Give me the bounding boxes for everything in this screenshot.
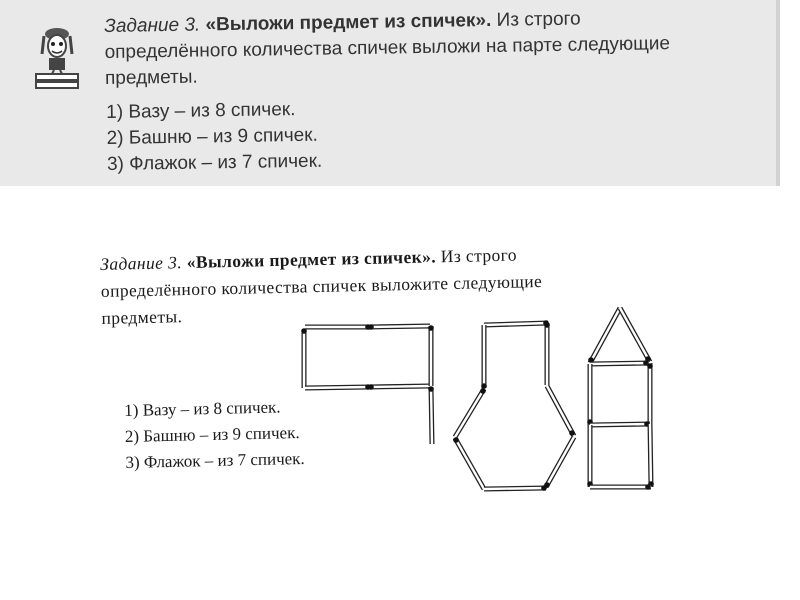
match-head: [428, 325, 434, 331]
match-head: [480, 388, 486, 394]
top-task-line3: предметы.: [104, 66, 198, 89]
match-head: [541, 485, 547, 491]
match-head: [428, 386, 434, 392]
top-task-label: Задание 3.: [104, 14, 201, 37]
bottom-task-line2: определённого количества спичек выложите следующие: [100, 270, 543, 301]
top-task-title: «Выложи предмет из спичек».: [205, 9, 492, 36]
match-head: [569, 430, 575, 436]
match-head: [453, 437, 459, 443]
bottom-task-title: «Выложи предмет из спичек».: [186, 246, 437, 273]
bottom-task-line1: Из строго: [440, 244, 518, 267]
top-task-line1: Из строго: [496, 8, 581, 31]
match-head: [645, 484, 651, 490]
match-head: [544, 322, 550, 328]
list-item: 3) Флажок – из 7 спичек.: [106, 150, 323, 175]
bottom-task-line3: предметы.: [101, 306, 183, 328]
bottom-task-label: Задание 3.: [100, 252, 183, 274]
list-item: 2) Башню – из 9 спичек.: [106, 124, 318, 149]
flag-figure: [301, 324, 434, 444]
list-item: 1) Вазу – из 8 спичек.: [124, 397, 281, 420]
top-task-line2: определённого количества спичек выложи на парте следующие: [104, 33, 671, 63]
list-item: 2) Башню – из 9 спичек.: [124, 423, 300, 446]
list-item: 1) Вазу – из 8 спичек.: [106, 99, 296, 123]
match-head: [368, 384, 374, 390]
match-head: [368, 324, 374, 330]
tower-figure: [587, 308, 654, 490]
match-head: [647, 363, 653, 369]
vase-figure: [453, 320, 575, 491]
list-item: 3) Флажок – из 7 спичек.: [125, 448, 305, 472]
